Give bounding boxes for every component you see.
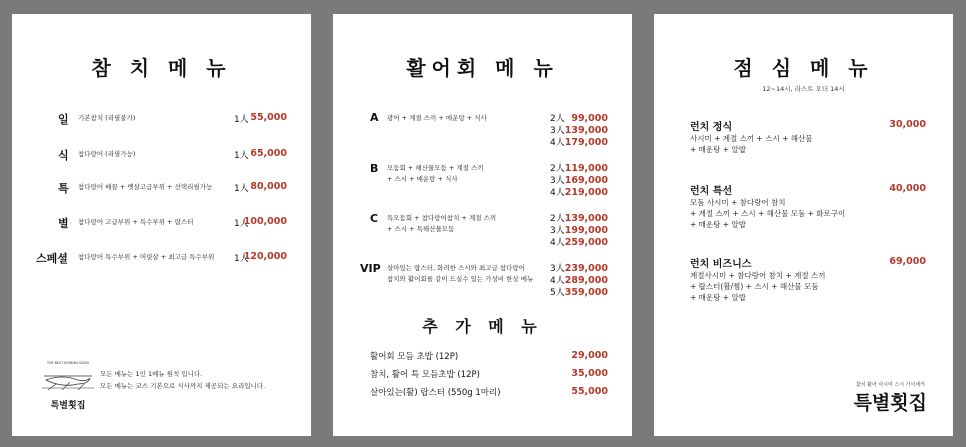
- menu-item-desc: 참다랑어 특수부위 + 머릿살 + 최고급 특수부위: [78, 253, 215, 261]
- menu-item-name: 일: [58, 113, 69, 126]
- menu-item-name: 특: [58, 182, 69, 195]
- tuna-menu-page: [12, 14, 311, 436]
- set-people: 3人 4人 5人: [550, 264, 565, 298]
- menu-item-name: 별: [58, 217, 69, 230]
- extra-item-price: 35,000: [571, 368, 608, 379]
- lunch-menu-page: [654, 14, 953, 436]
- logo-name: 특별횟집: [50, 401, 86, 411]
- lunch-price: 30,000: [889, 119, 926, 130]
- menu-item-desc: 기본참치 (리필불가): [78, 114, 136, 122]
- menu-notes: [100, 368, 265, 392]
- set-code: A: [370, 111, 379, 124]
- menu-item-desc: 참다랑어 (리필가능): [78, 150, 136, 158]
- page-title: 활어회 메 뉴: [406, 56, 559, 80]
- lunch-desc: 계절사시미 + 참다랑어 참치 + 계절 스끼 + 랍스터(활/찜) + 스시 + 해산물 모둠 + 매운탕 + 알밥: [690, 271, 826, 302]
- brand-name: 특별횟집: [853, 392, 927, 414]
- set-desc: 특모둠회 + 참다랑어참치 + 계절 스끼 + 스시 + 특해산물모둠: [387, 214, 497, 233]
- page-title: 참 치 메 뉴: [91, 56, 232, 80]
- menu-item-price: 120,000: [243, 251, 287, 262]
- note-line: 모든 메뉴는 1인 1메뉴 원칙 입니다.: [100, 370, 203, 378]
- brand-tagline: 참치 활어 사시미 스시 가이세키: [855, 382, 925, 388]
- set-desc: 광어 + 계절 스끼 + 매운탕 + 식사: [387, 114, 487, 122]
- menu-item-people: 1人: [234, 184, 249, 194]
- menu-item-price: 65,000: [250, 148, 287, 159]
- set-code: C: [370, 212, 379, 225]
- menu-item-people: 1人: [234, 115, 249, 125]
- menu-item-desc: 참다랑어 배꼽 + 뱃살고급부위 + 선택리필가능: [78, 183, 213, 191]
- set-prices: 239,000 289,000 359,000: [564, 263, 608, 298]
- extra-item-name: 참치, 활어 특 모듬초밥 (12P): [370, 370, 480, 380]
- lunch-name: 런치 정식: [690, 122, 733, 133]
- lunch-price: 69,000: [889, 256, 926, 267]
- menu-item-name: 스페셜: [36, 252, 68, 265]
- set-prices: 99,000 139,000 179,000: [564, 113, 608, 148]
- menu-item-price: 100,000: [243, 216, 287, 227]
- logo-arc-text: THE BEST KOREAN SUSHI: [47, 361, 89, 365]
- menu-item-desc: 참다랑어 고급부위 + 특수부위 + 랍스터: [78, 218, 194, 226]
- set-desc: 모둠회 + 해산물모둠 + 계절 스끼 + 스시 + 매운탕 + 식사: [387, 164, 484, 183]
- set-people: 2人 3人 4人: [550, 114, 565, 148]
- set-people: 2人 3人 4人: [550, 164, 565, 198]
- menu-item-price: 55,000: [250, 112, 287, 123]
- note-line: 모든 메뉴는 코스 기본으로 식사까지 제공되는 요리입니다.: [100, 382, 266, 390]
- page-title: 점 심 메 뉴: [733, 56, 874, 80]
- extra-item-price: 29,000: [571, 350, 608, 361]
- extra-item-name: 활어회 모듬 초밥 (12P): [370, 352, 459, 362]
- set-prices: 139,000 199,000 259,000: [564, 213, 608, 248]
- menu-item-people: 1人: [234, 254, 249, 264]
- lunch-hours: 12~14시, 라스트 오더 14시: [762, 85, 845, 93]
- extra-item-name: 살아있는(활) 랍스터 (550g 1마리): [370, 388, 501, 398]
- lunch-name: 런치 비즈니스: [690, 259, 752, 270]
- menu-item-name: 식: [58, 149, 69, 162]
- extra-item-price: 55,000: [571, 386, 608, 397]
- set-code: VIP: [360, 262, 381, 275]
- lunch-price: 40,000: [889, 183, 926, 194]
- live-fish-menu-page: [333, 14, 632, 436]
- lunch-desc: 모둠 사시미 + 참다랑어 참치 + 계절 스끼 + 스시 + 해산물 모둠 + 화로구이 + 매운탕 + 알밥: [690, 198, 846, 229]
- set-code: B: [370, 162, 379, 175]
- extra-menu-title: 추 가 메 뉴: [422, 317, 543, 336]
- menu-item-people: 1人: [234, 151, 249, 161]
- menu-item-price: 80,000: [250, 181, 287, 192]
- restaurant-logo: [32, 354, 104, 416]
- lunch-desc: 사시미 + 계절 스끼 + 스시 + 해산물 + 매운탕 + 알밥: [690, 134, 813, 154]
- set-people: 2人 3人 4人: [550, 214, 565, 248]
- set-desc: 살아있는 랍스터, 화려한 스시와 최고급 참다랑어 참치와 활어회를 같이 드실수 있는 가성비 한상 메뉴: [387, 264, 534, 283]
- set-prices: 119,000 169,000 219,000: [564, 163, 608, 198]
- lunch-name: 런치 특선: [690, 186, 733, 197]
- menu-item-people: 1人: [234, 219, 249, 229]
